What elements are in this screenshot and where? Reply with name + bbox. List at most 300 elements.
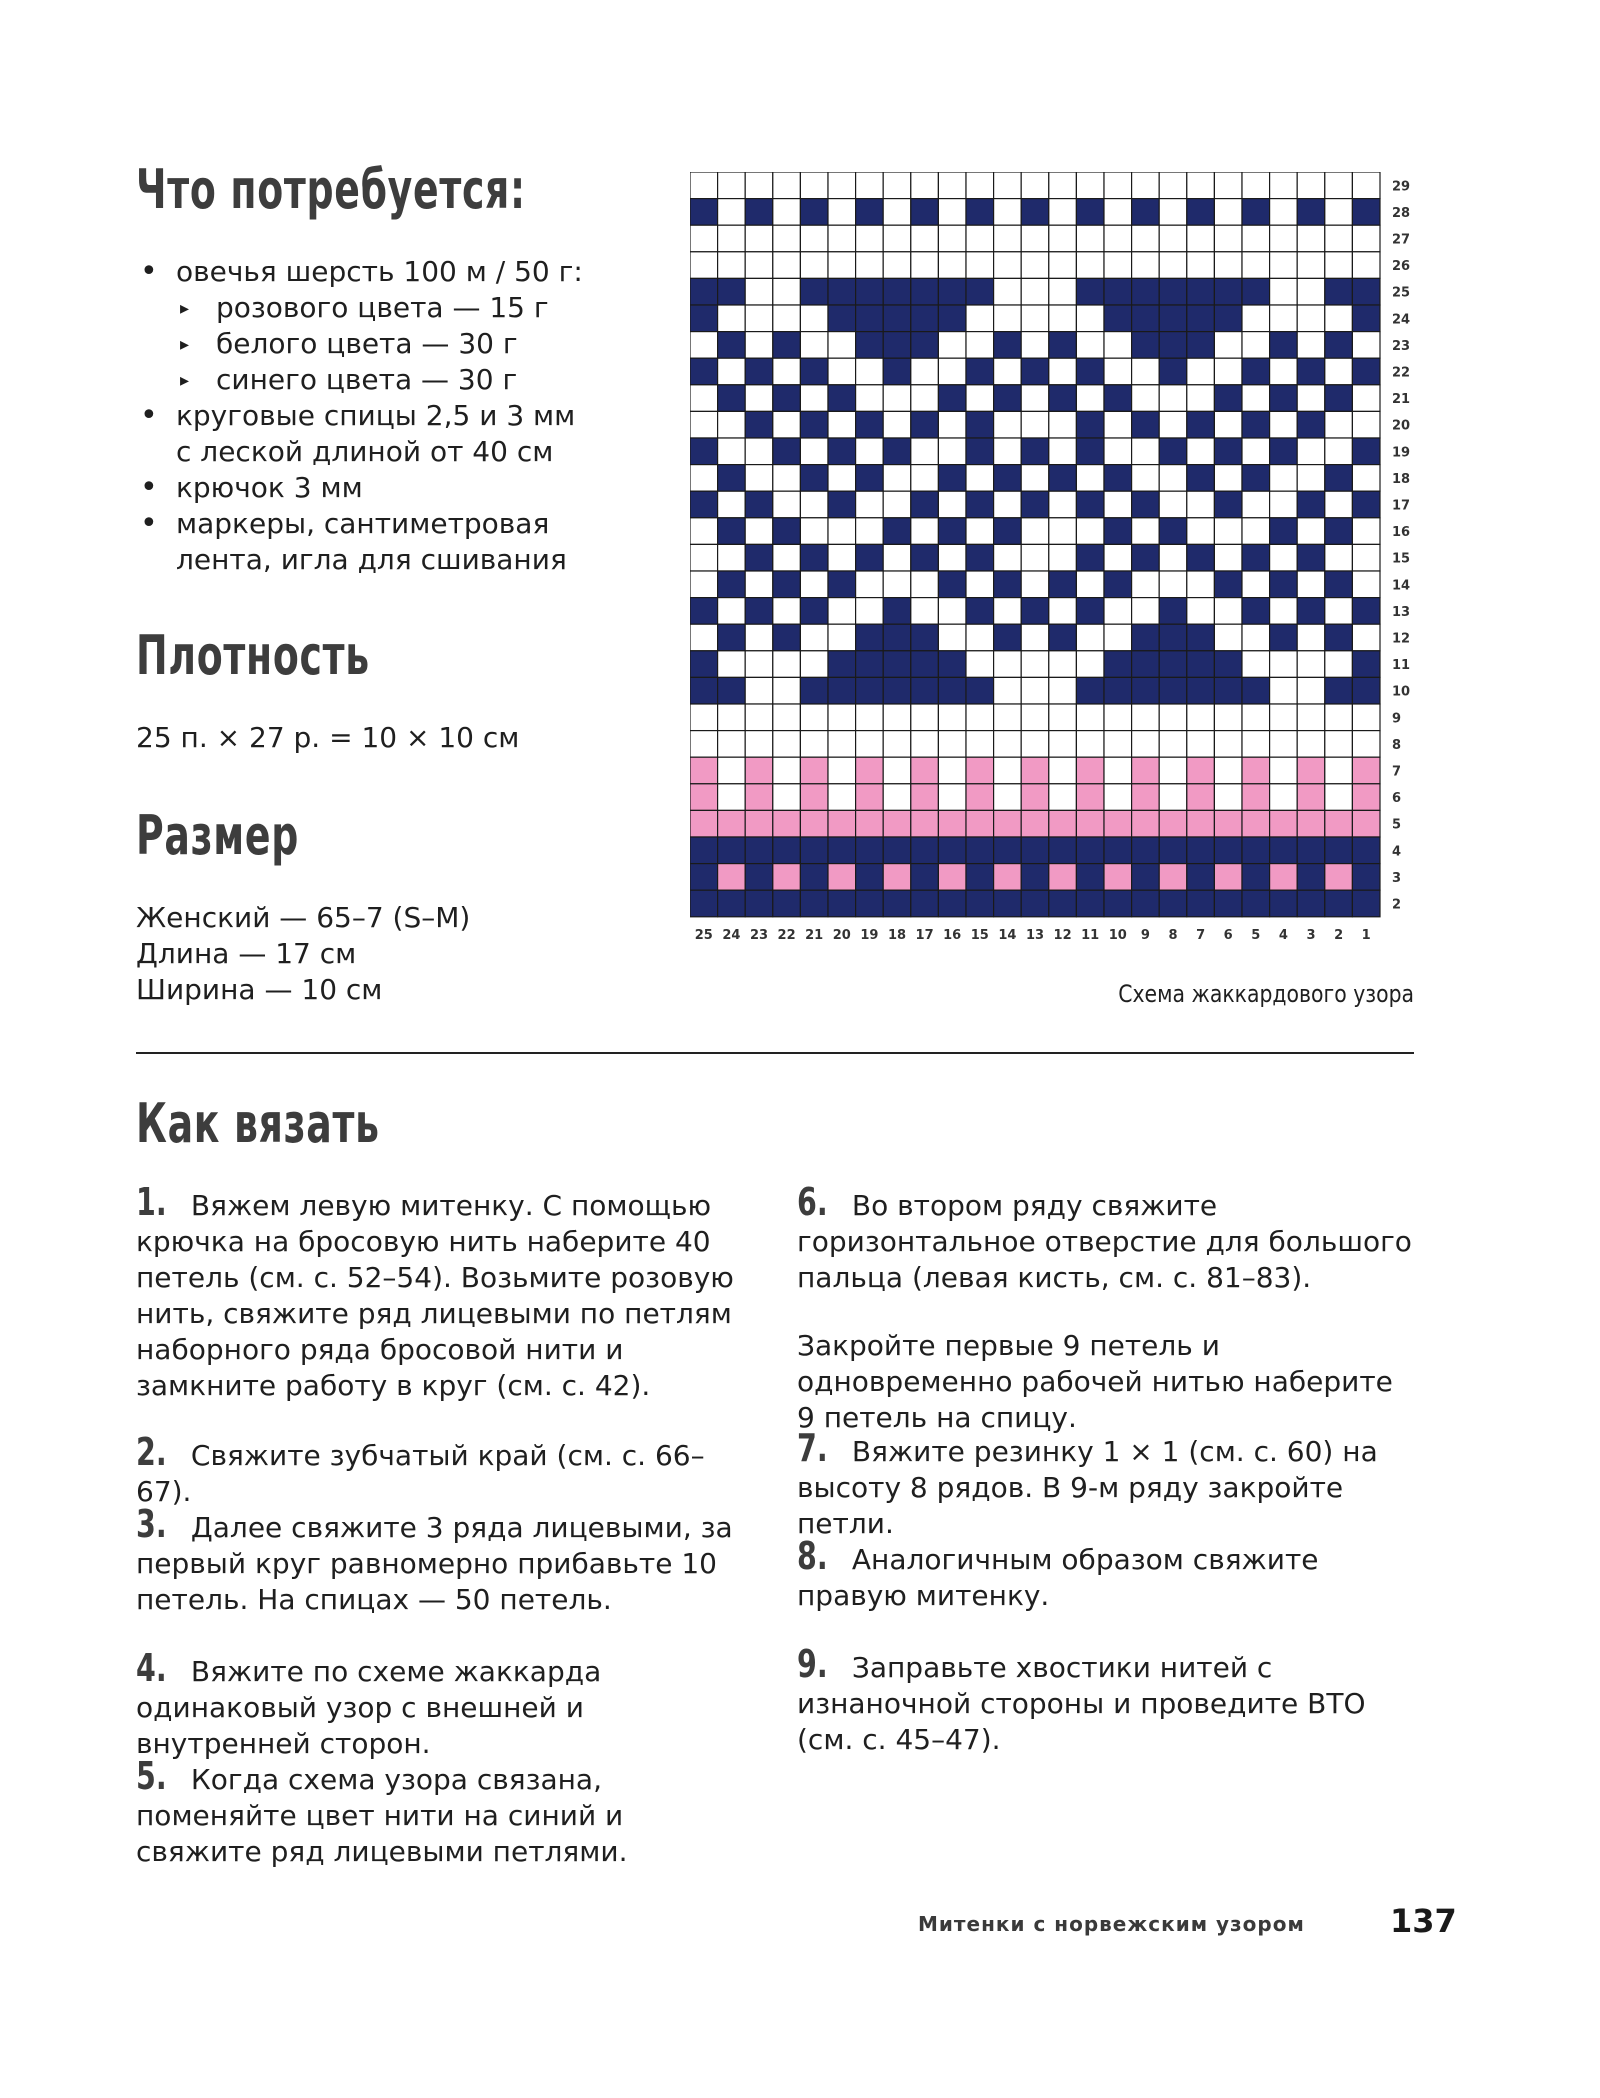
- chart-cell: [938, 810, 966, 837]
- chart-cell: [911, 571, 939, 598]
- chart-cell: [1297, 890, 1325, 917]
- chart-cell: [1214, 491, 1242, 518]
- chart-cell: [1049, 837, 1077, 864]
- chart-cell: [966, 784, 994, 811]
- chart-cell: [1187, 624, 1215, 651]
- chart-cell: [966, 651, 994, 678]
- chart-cell: [1132, 358, 1160, 385]
- column-label: 25: [694, 927, 713, 943]
- size-line: Женский — 65–7 (S–M): [136, 901, 471, 934]
- chart-cell: [773, 677, 801, 704]
- chart-cell: [773, 358, 801, 385]
- chart-cell: [718, 199, 746, 226]
- chart-cell: [1132, 199, 1160, 226]
- chart-cell: [966, 890, 994, 917]
- chart-cell: [966, 491, 994, 518]
- chart-cell: [1104, 890, 1132, 917]
- step-number: 7.: [797, 1426, 828, 1470]
- chart-cell: [773, 278, 801, 305]
- chart-cell: [1325, 544, 1353, 571]
- chart-cell: [1187, 598, 1215, 625]
- chart-cell: [1270, 465, 1298, 492]
- chart-cell: [1159, 544, 1187, 571]
- chart-cell: [718, 438, 746, 465]
- column-label: 2: [1334, 927, 1344, 943]
- chart-cell: [938, 305, 966, 332]
- chart-cell: [856, 411, 884, 438]
- chart-cell: [1159, 358, 1187, 385]
- chart-cell: [1352, 810, 1380, 837]
- chart-cell: [1270, 651, 1298, 678]
- chart-cell: [1297, 491, 1325, 518]
- chart-cell: [883, 518, 911, 545]
- chart-cell: [938, 358, 966, 385]
- chart-cell: [1242, 305, 1270, 332]
- chart-cell: [828, 890, 856, 917]
- chart-cell: [1187, 784, 1215, 811]
- chart-cell: [1021, 278, 1049, 305]
- chart-cell: [1325, 651, 1353, 678]
- step-6: [797, 1180, 1417, 1296]
- chart-cell: [856, 544, 884, 571]
- yarn-colors-list: [176, 290, 616, 398]
- chart-cell: [1021, 491, 1049, 518]
- row-label: 2: [1392, 897, 1402, 913]
- chart-cell: [1021, 518, 1049, 545]
- chart-cell: [828, 731, 856, 758]
- chart-cell: [966, 624, 994, 651]
- chart-cell: [1325, 571, 1353, 598]
- chart-cell: [1132, 225, 1160, 252]
- chart-cell: [883, 784, 911, 811]
- chart-cell: [966, 731, 994, 758]
- chart-cell: [1352, 225, 1380, 252]
- chart-cell: [911, 890, 939, 917]
- chart-cell: [1214, 704, 1242, 731]
- chart-cell: [745, 252, 773, 279]
- chart-cell: [828, 571, 856, 598]
- chart-cell: [938, 385, 966, 412]
- chart-cell: [718, 810, 746, 837]
- chart-cell: [1104, 677, 1132, 704]
- chart-cell: [1297, 810, 1325, 837]
- chart-cell: [718, 757, 746, 784]
- chart-cell: [1242, 651, 1270, 678]
- chart-cell: [800, 571, 828, 598]
- chart-cell: [828, 544, 856, 571]
- chart-cell: [1076, 757, 1104, 784]
- chart-cell: [1132, 438, 1160, 465]
- chart-cell: [1021, 544, 1049, 571]
- chart-cell: [856, 624, 884, 651]
- chart-cell: [800, 278, 828, 305]
- chart-cell: [1021, 385, 1049, 412]
- heading-density: Плотность: [136, 624, 370, 687]
- chart-cell: [1132, 172, 1160, 199]
- chart-cell: [1132, 757, 1160, 784]
- chart-cell: [1159, 518, 1187, 545]
- chart-cell: [1021, 677, 1049, 704]
- chart-cell: [856, 385, 884, 412]
- column-label: 6: [1223, 927, 1233, 943]
- chart-cell: [883, 252, 911, 279]
- chart-cell: [1352, 385, 1380, 412]
- chart-cell: [856, 571, 884, 598]
- chart-cell: [1021, 252, 1049, 279]
- chart-cell: [773, 305, 801, 332]
- chart-cell: [911, 465, 939, 492]
- chart-cell: [1352, 518, 1380, 545]
- chart-cell: [1352, 252, 1380, 279]
- chart-cell: [1159, 252, 1187, 279]
- step-1: [136, 1180, 756, 1404]
- chart-cell: [1325, 624, 1353, 651]
- chart-cell: [994, 491, 1022, 518]
- step-number: 4.: [136, 1646, 167, 1690]
- chart-cell: [1297, 305, 1325, 332]
- chart-cell: [718, 864, 746, 891]
- chart-cell: [1049, 465, 1077, 492]
- step-text: Вяжите резинку 1 × 1 (см. с. 60) на высоту 8 рядов. В 9-м ряду закройте петли.: [797, 1435, 1378, 1540]
- chart-cell: [1187, 172, 1215, 199]
- chart-cell: [1187, 890, 1215, 917]
- chart-cell: [1242, 438, 1270, 465]
- chart-cell: [1021, 172, 1049, 199]
- chart-cell: [1187, 252, 1215, 279]
- column-label: 9: [1140, 927, 1150, 943]
- chart-cell: [1270, 571, 1298, 598]
- heading-size: Размер: [136, 804, 299, 867]
- chart-cell: [938, 172, 966, 199]
- chart-cell: [1325, 278, 1353, 305]
- chart-cell: [1049, 518, 1077, 545]
- chart-cell: [828, 278, 856, 305]
- chart-cell: [1352, 571, 1380, 598]
- chart-cell: [1049, 624, 1077, 651]
- chart-cell: [1021, 731, 1049, 758]
- chart-cell: [773, 199, 801, 226]
- chart-cell: [856, 864, 884, 891]
- chart-cell: [1049, 571, 1077, 598]
- chart-cell: [1049, 544, 1077, 571]
- chart-cell: [1187, 810, 1215, 837]
- chart-cell: [1021, 225, 1049, 252]
- chart-cell: [1076, 518, 1104, 545]
- chart-cell: [1104, 704, 1132, 731]
- column-label: 12: [1053, 927, 1072, 943]
- row-label: 28: [1392, 205, 1411, 221]
- chart-cell: [966, 677, 994, 704]
- chart-cell: [938, 624, 966, 651]
- chart-cell: [994, 757, 1022, 784]
- chart-cell: [1104, 199, 1132, 226]
- footer-title: Митенки с норвежским узором: [918, 1912, 1305, 1936]
- chart-cell: [1325, 598, 1353, 625]
- chart-cell: [1076, 864, 1104, 891]
- chart-cell: [966, 278, 994, 305]
- chart-cell: [1021, 651, 1049, 678]
- chart-cell: [1214, 199, 1242, 226]
- heading-needs: Что потребуется:: [136, 158, 526, 221]
- chart-cell: [1187, 465, 1215, 492]
- chart-cell: [856, 465, 884, 492]
- chart-cell: [883, 199, 911, 226]
- chart-cell: [745, 757, 773, 784]
- chart-cell: [856, 837, 884, 864]
- chart-cell: [1270, 278, 1298, 305]
- chart-cell: [911, 438, 939, 465]
- chart-cell: [745, 491, 773, 518]
- chart-cell: [1352, 731, 1380, 758]
- chart-cell: [938, 225, 966, 252]
- chart-cell: [938, 199, 966, 226]
- chart-cell: [1187, 731, 1215, 758]
- chart-cell: [1132, 278, 1160, 305]
- chart-cell: [1242, 411, 1270, 438]
- chart-cell: [1270, 332, 1298, 359]
- chart-cell: [1076, 438, 1104, 465]
- chart-cell: [828, 438, 856, 465]
- step-number: 9.: [797, 1642, 828, 1686]
- chart-cell: [938, 677, 966, 704]
- chart-cell: [773, 465, 801, 492]
- chart-cell: [1104, 278, 1132, 305]
- chart-cell: [690, 704, 718, 731]
- chart-cell: [800, 837, 828, 864]
- chart-cell: [1214, 651, 1242, 678]
- chart-cell: [883, 598, 911, 625]
- chart-cell: [856, 438, 884, 465]
- chart-cell: [883, 172, 911, 199]
- chart-cell: [1242, 278, 1270, 305]
- chart-cell: [773, 225, 801, 252]
- chart-cell: [1242, 624, 1270, 651]
- chart-cell: [1021, 598, 1049, 625]
- chart-cell: [828, 810, 856, 837]
- list-item: ▸ розового цвета — 15 г: [176, 290, 616, 326]
- chart-cell: [856, 172, 884, 199]
- chart-cell: [1214, 252, 1242, 279]
- chart-cell: [1076, 890, 1104, 917]
- chart-cell: [1021, 864, 1049, 891]
- chart-cell: [1352, 651, 1380, 678]
- chart-cell: [745, 651, 773, 678]
- chart-cell: [1297, 864, 1325, 891]
- chart-cell: [1325, 358, 1353, 385]
- chart-cell: [1021, 890, 1049, 917]
- chart-cell: [1352, 491, 1380, 518]
- chart-cell: [883, 305, 911, 332]
- chart-cell: [1214, 890, 1242, 917]
- chart-cell: [911, 624, 939, 651]
- chart-cell: [938, 731, 966, 758]
- column-label: 15: [970, 927, 989, 943]
- chart-cell: [828, 358, 856, 385]
- chart-cell: [690, 518, 718, 545]
- chart-cell: [1352, 411, 1380, 438]
- chart-cell: [911, 199, 939, 226]
- chart-cell: [690, 278, 718, 305]
- chart-cell: [1297, 731, 1325, 758]
- chart-cell: [1214, 332, 1242, 359]
- chart-cell: [773, 890, 801, 917]
- chart-cell: [1270, 385, 1298, 412]
- chart-cell: [1297, 438, 1325, 465]
- chart-cell: [938, 332, 966, 359]
- chart-cell: [994, 731, 1022, 758]
- chart-cell: [1214, 225, 1242, 252]
- chart-cell: [1242, 757, 1270, 784]
- chart-cell: [911, 358, 939, 385]
- chart-cell: [911, 837, 939, 864]
- chart-cell: [745, 278, 773, 305]
- chart-cell: [883, 544, 911, 571]
- chart-cell: [1352, 598, 1380, 625]
- chart-cell: [718, 252, 746, 279]
- chart-cell: [1104, 411, 1132, 438]
- chart-cell: [1325, 225, 1353, 252]
- chart-cell: [690, 438, 718, 465]
- chart-cell: [745, 172, 773, 199]
- chart-cell: [1021, 332, 1049, 359]
- chart-cell: [856, 651, 884, 678]
- chart-cell: [1049, 332, 1077, 359]
- chart-cell: [994, 518, 1022, 545]
- chart-cell: [1049, 438, 1077, 465]
- chart-cell: [856, 225, 884, 252]
- chart-cell: [690, 411, 718, 438]
- column-label: 3: [1306, 927, 1316, 943]
- chart-cell: [1021, 305, 1049, 332]
- chart-cell: [966, 411, 994, 438]
- chart-cell: [1021, 757, 1049, 784]
- chart-cell: [1325, 332, 1353, 359]
- chart-cell: [1242, 890, 1270, 917]
- chart-cell: [718, 651, 746, 678]
- chart-cell: [911, 411, 939, 438]
- chart-cell: [1242, 677, 1270, 704]
- chart-cell: [800, 624, 828, 651]
- chart-cell: [718, 624, 746, 651]
- chart-cell: [1049, 225, 1077, 252]
- chart-cell: [1104, 358, 1132, 385]
- chart-cell: [718, 784, 746, 811]
- chart-cell: [938, 491, 966, 518]
- chart-cell: [1104, 651, 1132, 678]
- chart-cell: [690, 571, 718, 598]
- tools-line-2: лента, игла для сшивания: [176, 543, 567, 576]
- chart-cell: [718, 491, 746, 518]
- chart-cell: [1132, 598, 1160, 625]
- heading-how: Как вязать: [136, 1092, 380, 1155]
- chart-cell: [1104, 518, 1132, 545]
- chart-cell: [1242, 358, 1270, 385]
- chart-cell: [718, 890, 746, 917]
- step-number: 1.: [136, 1180, 167, 1224]
- chart-cell: [1049, 784, 1077, 811]
- chart-cell: [1242, 225, 1270, 252]
- chart-cell: [1352, 172, 1380, 199]
- step-5: [136, 1754, 756, 1870]
- chart-cell: [718, 677, 746, 704]
- chart-cell: [856, 677, 884, 704]
- chart-cell: [966, 571, 994, 598]
- chart-cell: [828, 704, 856, 731]
- chart-cell: [1270, 598, 1298, 625]
- chart-cell: [1049, 305, 1077, 332]
- chart-cell: [1049, 411, 1077, 438]
- chart-cell: [1104, 332, 1132, 359]
- chart-cell: [938, 518, 966, 545]
- chart-cell: [994, 810, 1022, 837]
- chart-cell: [938, 411, 966, 438]
- chart-cell: [773, 704, 801, 731]
- chart-cell: [773, 438, 801, 465]
- chart-cell: [1297, 571, 1325, 598]
- chart-cell: [1270, 864, 1298, 891]
- chart-cell: [994, 278, 1022, 305]
- step-2: [136, 1430, 756, 1510]
- chart-cell: [883, 704, 911, 731]
- chart-cell: [1270, 225, 1298, 252]
- column-label: 14: [998, 927, 1017, 943]
- chart-cell: [1270, 305, 1298, 332]
- chart-cell: [1132, 731, 1160, 758]
- chart-cell: [1187, 332, 1215, 359]
- step-number: 3.: [136, 1502, 167, 1546]
- chart-cell: [773, 810, 801, 837]
- chart-cell: [718, 518, 746, 545]
- chart-cell: [690, 172, 718, 199]
- step-text: Когда схема узора связана, поменяйте цвет нити на синий и свяжите ряд лицевыми петлями.: [136, 1763, 628, 1868]
- chart-cell: [1297, 465, 1325, 492]
- chart-cell: [1325, 890, 1353, 917]
- chart-cell: [1076, 358, 1104, 385]
- chart-cell: [828, 465, 856, 492]
- chart-cell: [1104, 438, 1132, 465]
- chart-cell: [1270, 411, 1298, 438]
- chart-cell: [856, 332, 884, 359]
- chart-cell: [690, 225, 718, 252]
- row-label: 16: [1392, 525, 1411, 541]
- step-text: Во втором ряду свяжите горизонтальное отверстие для большого пальца (левая кисть, см. с. 81–83).: [797, 1189, 1412, 1294]
- chart-cell: [1242, 864, 1270, 891]
- step-text: Заправьте хвостики нитей с изнаночной стороны и проведите ВТО (см. с. 45–47).: [797, 1651, 1366, 1756]
- chart-cell: [994, 411, 1022, 438]
- chart-cell: [1104, 465, 1132, 492]
- chart-cell: [1049, 677, 1077, 704]
- chart-cell: [883, 624, 911, 651]
- chart-cell: [1214, 438, 1242, 465]
- chart-cell: [966, 252, 994, 279]
- chart-cell: [1187, 385, 1215, 412]
- chart-cell: [1159, 757, 1187, 784]
- chart-caption: Схема жаккардового узора: [1118, 980, 1414, 1008]
- step-text: Вяжите по схеме жаккарда одинаковый узор с внешней и внутренней сторон.: [136, 1655, 602, 1760]
- row-label: 9: [1392, 711, 1402, 727]
- chart-cell: [800, 810, 828, 837]
- chart-cell: [938, 651, 966, 678]
- chart-cell: [966, 757, 994, 784]
- chart-cell: [690, 199, 718, 226]
- chart-cell: [856, 252, 884, 279]
- chart-cell: [1021, 704, 1049, 731]
- chart-cell: [1076, 571, 1104, 598]
- chart-cell: [1270, 252, 1298, 279]
- chart-cell: [1049, 757, 1077, 784]
- chart-cell: [1297, 598, 1325, 625]
- chart-cell: [966, 810, 994, 837]
